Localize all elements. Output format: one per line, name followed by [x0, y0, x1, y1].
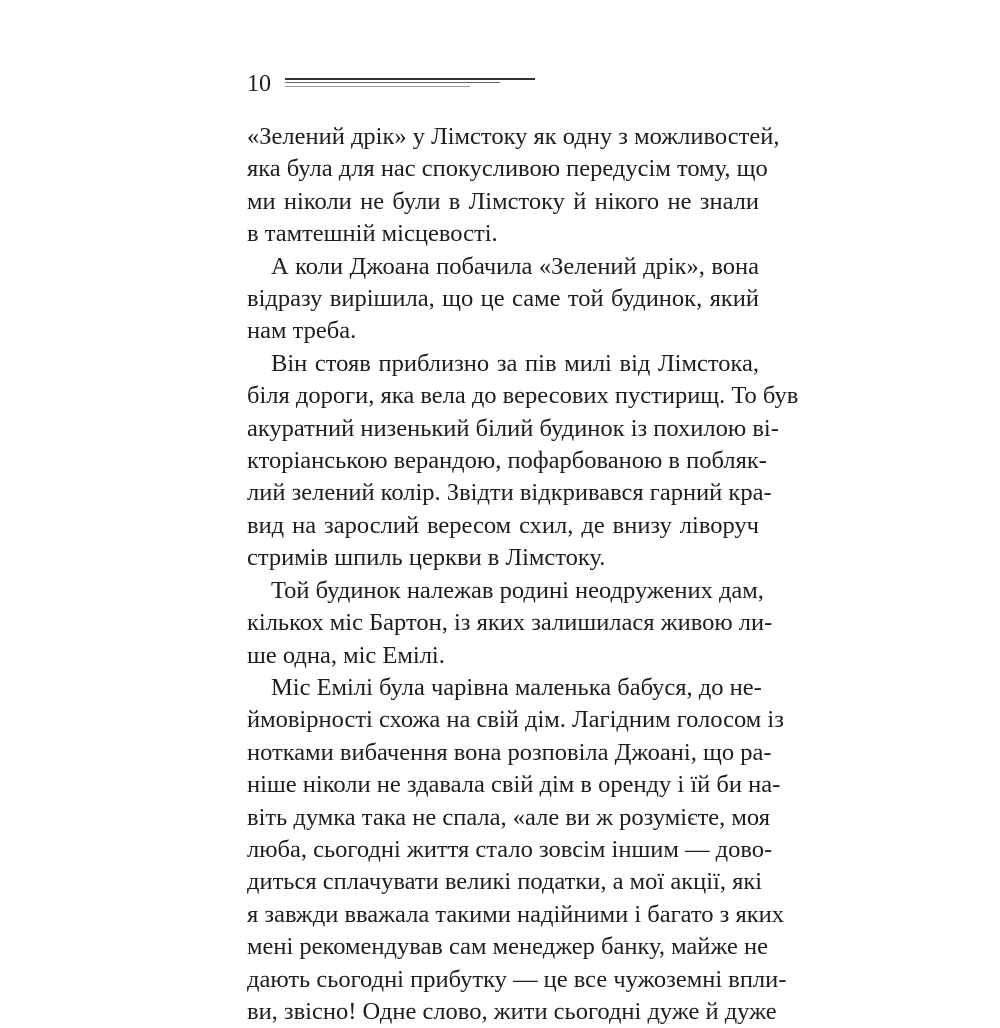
text-line: Міс Емілі була чарівна маленька бабуся, до не- [271, 673, 762, 701]
text-line: ше одна, міс Емілі. [247, 641, 445, 669]
page-header [247, 70, 537, 100]
header-rule-line [285, 86, 470, 87]
text-line: в тамтешній місцевості. [247, 220, 498, 248]
text-line: люба, сьогодні життя стало зовсім іншим — дово- [247, 835, 773, 863]
header-rule-line [285, 82, 500, 83]
text-line: ніше ніколи не здавала свій дім в оренду і їй би на- [247, 771, 781, 799]
text-line: вид на зарослий вересом схил, де внизу ліворуч [247, 511, 759, 539]
page-number: 10 [247, 71, 271, 97]
text-line: акуратний низенький білий будинок із похилою ві- [247, 414, 779, 442]
paragraph [247, 121, 780, 251]
text-line: «Зелений дрік» у Лімстоку як одну з можливостей, [247, 123, 780, 150]
text-line: ви, звісно! Одне слово, жити сьогодні дуже й дуже [247, 997, 777, 1025]
text-line: Той будинок належав родині неодружених дам, [271, 576, 764, 604]
body-text [247, 121, 799, 1028]
text-line: Він стояв приблизно за пів милі від Лімстока, [271, 349, 759, 377]
text-line: лий зелений колір. Звідти відкривався гарний кра- [247, 479, 772, 507]
text-line: нам треба. [247, 317, 357, 345]
text-line: яка була для нас спокусливою передусім тому, що [247, 155, 768, 183]
paragraph [247, 575, 773, 672]
paragraph [247, 251, 759, 348]
text-line: кількох міс Бартон, із яких залишилася живою ли- [247, 609, 773, 637]
text-line: нотками вибачення вона розповіла Джоані, що ра- [247, 738, 772, 766]
text-line: дають сьогодні прибутку — це все чужоземні впли- [247, 965, 787, 993]
text-line: біля дороги, яка вела до вересових пустирищ. То був [247, 382, 799, 410]
paragraph [247, 348, 799, 575]
text-line: відразу вирішила, що це саме той будинок, який [247, 285, 759, 313]
text-line: А коли Джоана побачила «Зелений дрік», вона [271, 252, 759, 280]
text-line: я завжди вважала такими надійними і багато з яких [247, 900, 784, 928]
text-line: віть думка така не спала, «але ви ж розумієте, моя [247, 803, 770, 831]
text-line: кторіанською верандою, пофарбованою в побляк- [247, 447, 767, 475]
header-rule-line [285, 78, 535, 80]
header-rule-decoration [285, 78, 535, 92]
paragraph [247, 672, 787, 1028]
text-line: ймовірності схожа на свій дім. Лагідним голосом із [247, 706, 784, 734]
text-line: мені рекомендував сам менеджер банку, майже не [247, 933, 769, 961]
text-line: ми ніколи не були в Лімстоку й нікого не знали [247, 187, 759, 215]
text-line: диться сплачувати великі податки, а мої акції, які [247, 868, 763, 896]
text-line: стримів шпиль церкви в Лімстоку. [247, 544, 606, 572]
